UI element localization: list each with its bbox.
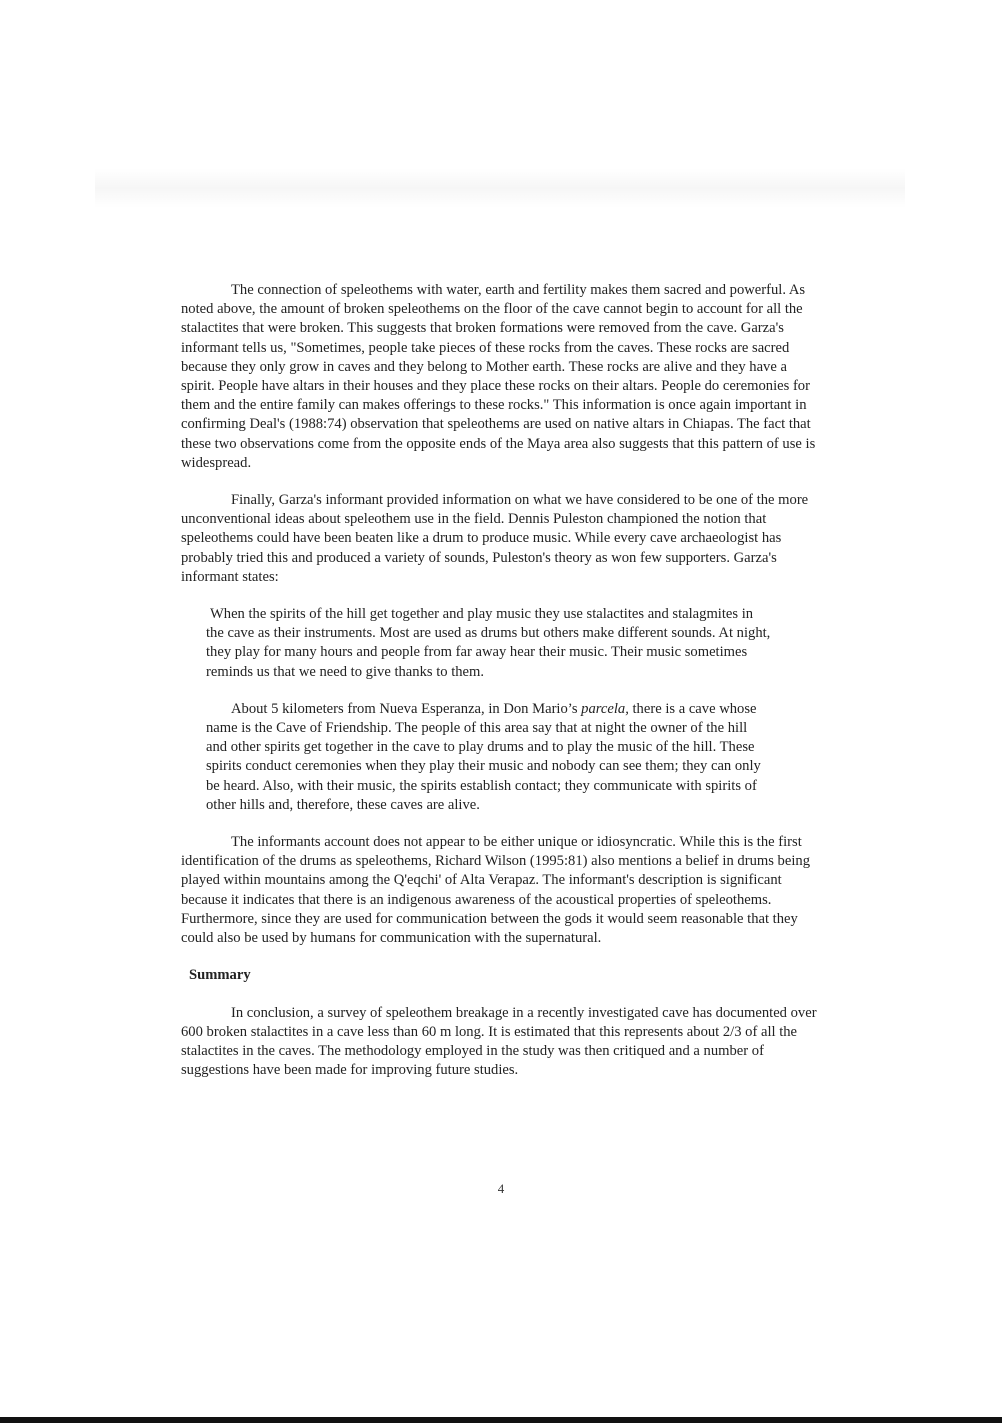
scan-artifact <box>95 168 905 208</box>
block-quote-text: When the spirits of the hill get together and play music they use stalactites and stalagmites in the cave as their instruments. Most are used as drums but others make different sounds. At night, they play for many hours and people from far away hear their music. Their music sometimes reminds us that we need to give thanks to them. <box>206 606 771 680</box>
block-quote-cave-of-friendship: About 5 kilometers from Nueva Esperanza, in Don Mario’s parcela, there is a cave whose name is the Cave of Friendship. The people of this area say that at night the owner of the hill and other spirits get together in the cave to play drums and to play the music of the hill. These spirits conduct ceremonies when they play their music and nobody can see them; they can only be heard. Also, with their music, the spirits establish contact; they communicate with spirits of other hills and, therefore, these caves are alive. <box>206 700 761 813</box>
italic-term: parcela, <box>581 700 629 717</box>
paragraph-informant-account: The informants account does not appear to be either unique or idiosyncratic. While this is the first identification of the drums as speleothems, Richard Wilson (1995:81) also mentions a belief in drums being played within mountains among the Q'eqchi' of Alta Verapaz. The informant's description is significant because it indicates that there is an indigenous awareness of the acoustical properties of speleothems. Furthermore, since they are used for communication between the gods it would seem reasonable that they could also be used by humans for communication with the supernatural. <box>181 834 810 947</box>
text-body <box>181 281 821 1080</box>
block-quote-spirits-music <box>206 605 771 682</box>
paragraph-speleothems-sacred: The connection of speleothems with water, earth and fertility makes them sacred and powerful. As noted above, the amount of broken speleothems on the floor of the cave cannot begin to account for all the stalactites that were broken. This suggests that broken formations were removed from the cave. Garza's informant tells us, "Sometimes, people take pieces of these rocks from the caves. These rocks are sacred because they only grow in caves and they belong to Mother earth. These rocks are alive and they have a spirit. People have altars in their houses and they place these rocks on their altars. People do ceremonies for them and the entire family can makes offerings to these rocks." This information is once again important in confirming Deal's (1988:74) observation that speleothems are used on native altars in Chiapas. The fact that these two observations come from the opposite ends of the Maya area also suggests that this pattern of use is widespread. <box>181 282 816 471</box>
paragraph-conclusion: In conclusion, a survey of speleothem breakage in a recently investigated cave has documented over 600 broken stalactites in a cave less than 60 m long. It is estimated that this represents about 2/3 of all the stalactites in the caves. The methodology employed in the study was then critiqued and a number of suggestions have been made for improving future studies. <box>181 1004 817 1079</box>
scan-bottom-edge <box>0 1417 1002 1423</box>
page-number: 4 <box>497 1181 505 1196</box>
section-heading-summary: Summary <box>189 967 251 984</box>
paragraph-drum-theory: Finally, Garza's informant provided information on what we have considered to be one of the more unconventional ideas about speleothem use in the field. Dennis Puleston championed the notion that speleothems could have been beaten like a drum to produce music. While every cave archaeologist has probably tried this and produced a variety of sounds, Puleston's theory as won few supporters. Garza's informant states: <box>181 492 809 585</box>
